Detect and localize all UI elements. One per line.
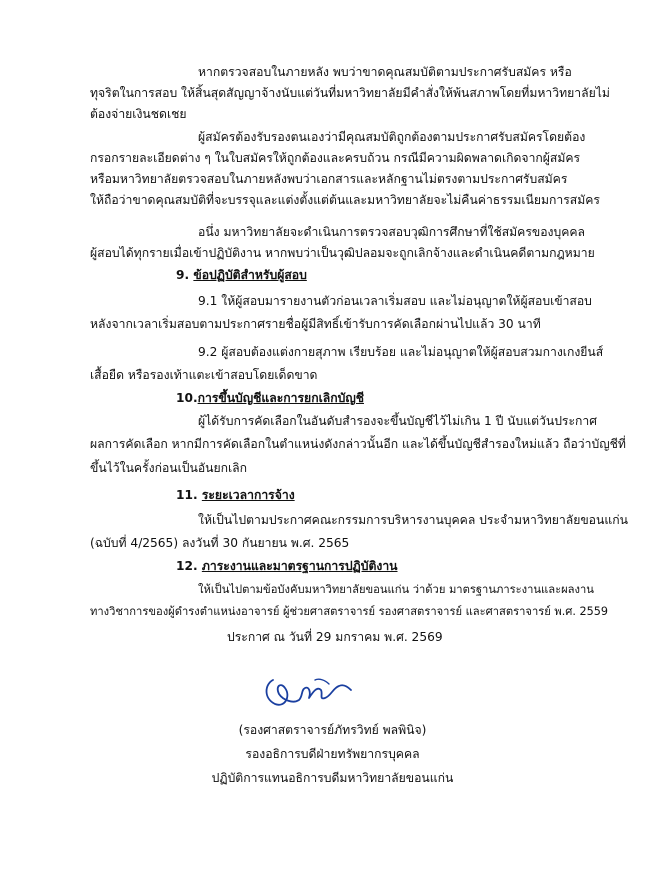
section10-number: 10. (176, 391, 198, 405)
section11-title: ระยะเวลาการจ้าง (201, 488, 295, 502)
section12-line2: ทางวิชาการของผู้ดำรงตำแหน่งอาจารย์ ผู้ช่วยศาสตราจารย์ รองศาสตราจารย์ และศาสตราจารย์ พ.ศ. 2559 (90, 605, 608, 618)
section11-line1: ให้เป็นไปตามประกาศคณะกรรมการบริหารงานบุคคล ประจำมหาวิทยาลัยขอนแก่น (198, 513, 628, 527)
section10-title: การขึ้นบัญชีและการยกเลิกบัญชี (197, 391, 364, 405)
announcement-date: ประกาศ ณ วันที่ 29 มกราคม พ.ศ. 2569 (227, 630, 443, 644)
section9-item2-line1: 9.2 ผู้สอบต้องแต่งกายสุภาพ เรียบร้อย และไม่อนุญาตให้ผู้สอบสวมกางเกงยีนส์ (198, 345, 604, 359)
section12-number: 12. (176, 559, 198, 573)
para2-line3: หรือมหาวิทยาลัยตรวจสอบในภายหลังพบว่าเอกสารและหลักฐานไม่ตรงตามประกาศรับสมัคร (90, 172, 568, 186)
section12-heading (176, 558, 398, 574)
section9-heading (176, 267, 307, 283)
para3-line1: อนึ่ง มหาวิทยาลัยจะดำเนินการตรวจสอบวุฒิการศึกษาที่ใช้สมัครของบุคคล (198, 225, 585, 239)
section9-item1-line1: 9.1 ให้ผู้สอบมารายงานตัวก่อนเวลาเริ่มสอบ และไม่อนุญาตให้ผู้สอบเข้าสอบ (198, 294, 592, 308)
section10-line3: ขึ้นไว้ในครั้งก่อนเป็นอันยกเลิก (90, 461, 248, 475)
signer-title-2: ปฏิบัติการแทนอธิการบดีมหาวิทยาลัยขอนแก่น (211, 771, 454, 785)
section12-line1: ให้เป็นไปตามข้อบังคับมหาวิทยาลัยขอนแก่น ว่าด้วย มาตรฐานภาระงานและผลงาน (198, 583, 594, 596)
section11-heading (176, 487, 295, 503)
section10-heading (176, 390, 364, 406)
section11-number: 11. (176, 488, 198, 502)
section11-line2: (ฉบับที่ 4/2565) ลงวันที่ 30 กันยายน พ.ศ. 2565 (90, 536, 350, 550)
section9-item1-line2: หลังจากเวลาเริ่มสอบตามประกาศรายชื่อผู้มีสิทธิ์เข้ารับการคัดเลือกผ่านไปแล้ว 30 นาที (90, 317, 541, 331)
para2-line4: ให้ถือว่าขาดคุณสมบัติที่จะบรรจุและแต่งตั้งแต่ต้นและมหาวิทยาลัยจะไม่คืนค่าธรรมเนียมการสมัคร (90, 193, 600, 207)
para2-line2: กรอกรายละเอียดต่าง ๆ ในใบสมัครให้ถูกต้องและครบถ้วน กรณีมีความผิดพลาดเกิดจากผู้สมัคร (90, 151, 581, 165)
section10-line2: ผลการคัดเลือก หากมีการคัดเลือกในตำแหน่งดังกล่าวนั้นอีก และได้ขึ้นบัญชีสำรองใหม่แล้ว ถือว่าบัญชีที่ (90, 437, 626, 451)
para1-line3: ต้องจ่ายเงินชดเชย (90, 107, 187, 121)
signer-title-1: รองอธิการบดีฝ่ายทรัพยากรบุคคล (245, 747, 420, 761)
section9-item2-line2: เสื้อยืด หรือรองเท้าแตะเข้าสอบโดยเด็ดขาด (90, 368, 318, 382)
para3-line2: ผู้สอบได้ทุกรายเมื่อเข้าปฏิบัติงาน หากพบว่าเป็นวุฒิปลอมจะถูกเลิกจ้างและดำเนินคดีตามกฎหมาย (90, 246, 595, 260)
para2-line1: ผู้สมัครต้องรับรองตนเองว่ามีคุณสมบัติถูกต้องตามประกาศรับสมัครโดยต้อง (198, 130, 586, 144)
para1-line1: หากตรวจสอบในภายหลัง พบว่าขาดคุณสมบัติตามประกาศรับสมัคร หรือ (198, 65, 572, 79)
section9-number: 9. (176, 268, 190, 282)
handwritten-signature (255, 670, 365, 720)
signer-name: (รองศาสตราจารย์ภัทรวิทย์ พลพินิจ) (238, 723, 427, 737)
section9-title: ข้อปฏิบัติสำหรับผู้สอบ (193, 268, 307, 282)
section10-line1: ผู้ได้รับการคัดเลือกในอันดับสำรองจะขึ้นบัญชีไว้ไม่เกิน 1 ปี นับแต่วันประกาศ (198, 414, 597, 428)
para1-line2: ทุจริตในการสอบ ให้สิ้นสุดสัญญาจ้างนับแต่วันที่มหาวิทยาลัยมีคำสั่งให้พ้นสภาพโดยที่มหาวิทยาลัยไม่ (90, 86, 610, 100)
section12-title: ภาระงานและมาตรฐานการปฏิบัติงาน (201, 559, 398, 573)
